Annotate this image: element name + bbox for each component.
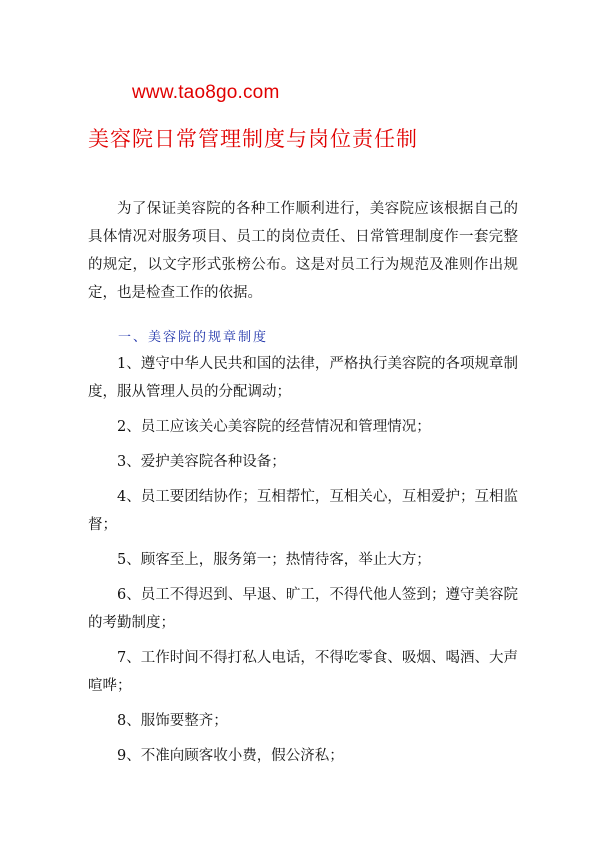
rule-item: 4、员工要团结协作；互相帮忙，互相关心，互相爱护；互相监督；: [88, 489, 518, 533]
document-title: 美容院日常管理制度与岗位责任制: [88, 127, 418, 151]
section-heading: 一、美容院的规章制度: [118, 330, 269, 345]
rule-item: 3、爱护美容院各种设备；: [117, 454, 286, 470]
rules-list: [88, 350, 518, 777]
rule-item: 1、遵守中华人民共和国的法律，严格执行美容院的各项规章制度，服从管理人员的分配调动；: [88, 356, 518, 400]
rule-item: 7、工作时间不得打私人电话，不得吃零食、吸烟、喝酒、大声喧哗；: [88, 650, 518, 694]
site-url: www.tao8go.com: [132, 82, 280, 103]
rule-item: 5、顾客至上，服务第一；热情待客，举止大方；: [117, 552, 431, 568]
rule-item: 6、员工不得迟到、早退、旷工，不得代他人签到；遵守美容院的考勤制度；: [88, 587, 518, 631]
rule-item: 9、不准向顾客收小费，假公济私；: [117, 748, 344, 764]
rule-item: 8、服饰要整齐；: [117, 713, 228, 729]
intro-paragraph: 为了保证美容院的各种工作顺利进行，美容院应该根据自己的具体情况对服务项目、员工的岗位责任、日常管理制度作一套完整的规定，以文字形式张榜公布。这是对员工行为规范及准则作出规定，也是检查工作的依据。: [88, 200, 518, 301]
rule-item: 2、员工应该关心美容院的经营情况和管理情况；: [117, 419, 431, 435]
